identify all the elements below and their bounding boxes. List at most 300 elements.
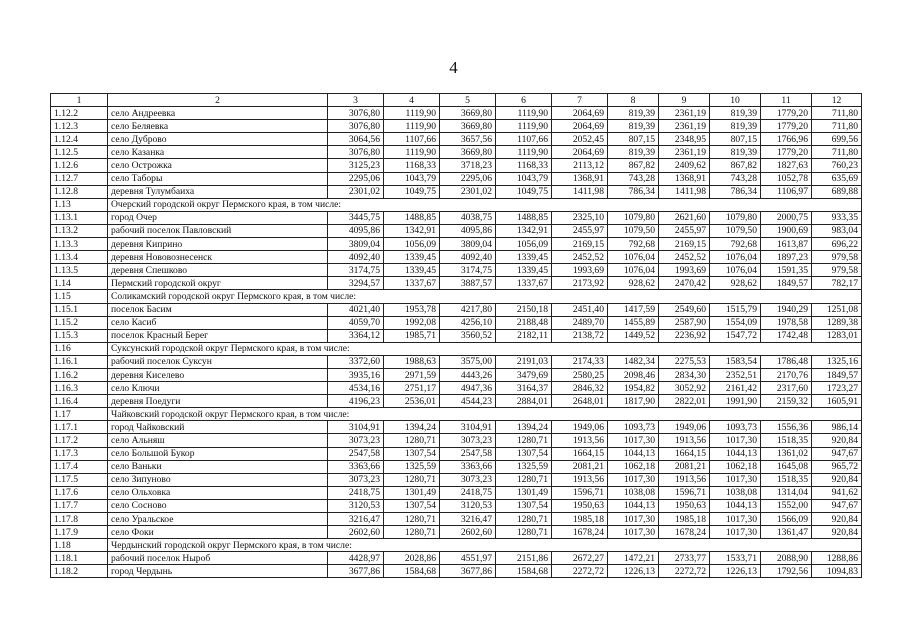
value-cell: 792,68 — [710, 238, 761, 251]
value-cell: 3575,00 — [440, 355, 496, 368]
value-cell: 1307,54 — [384, 447, 440, 460]
value-cell: 920,84 — [812, 526, 862, 539]
value-cell: 2088,90 — [761, 552, 812, 565]
value-cell: 2361,19 — [659, 107, 710, 120]
header-cell: 11 — [761, 94, 812, 107]
section-title: Чердынский городской округ Пермского края, в том числе: — [108, 539, 862, 552]
value-cell: 3718,23 — [440, 159, 496, 172]
value-cell: 2621,60 — [659, 211, 710, 224]
section-row — [51, 342, 862, 355]
value-cell: 782,17 — [812, 277, 862, 290]
value-cell: 947,67 — [812, 499, 862, 512]
row-code: 1.12.4 — [51, 133, 108, 146]
value-cell: 979,58 — [812, 264, 862, 277]
row-code: 1.17.3 — [51, 447, 108, 460]
settlement-name: село Большой Букор — [108, 447, 328, 460]
settlement-name: деревня Поедуги — [108, 395, 328, 408]
table-row — [51, 277, 862, 290]
value-cell: 1076,04 — [710, 251, 761, 264]
value-cell: 1076,04 — [710, 264, 761, 277]
table-row — [51, 368, 862, 381]
value-cell: 760,23 — [812, 159, 862, 172]
row-code: 1.17.9 — [51, 526, 108, 539]
settlement-name: деревня Спешково — [108, 264, 328, 277]
value-cell: 1678,24 — [552, 526, 608, 539]
value-cell: 1993,69 — [552, 264, 608, 277]
value-cell: 2361,19 — [659, 146, 710, 159]
value-cell: 1368,91 — [659, 172, 710, 185]
row-code: 1.18 — [51, 539, 108, 552]
value-cell: 1052,78 — [761, 172, 812, 185]
value-cell: 4059,70 — [328, 316, 384, 329]
value-cell: 1119,90 — [384, 107, 440, 120]
value-cell: 2098,46 — [608, 368, 659, 381]
value-cell: 699,56 — [812, 133, 862, 146]
row-code: 1.13.4 — [51, 251, 108, 264]
section-title: Соликамский городской округ Пермского края, в том числе: — [108, 290, 862, 303]
value-cell: 2648,01 — [552, 395, 608, 408]
value-cell: 2081,21 — [552, 460, 608, 473]
value-cell: 1044,13 — [710, 447, 761, 460]
value-cell: 1596,71 — [552, 486, 608, 499]
row-code: 1.17.4 — [51, 460, 108, 473]
value-cell: 819,39 — [608, 120, 659, 133]
value-cell: 1556,36 — [761, 421, 812, 434]
table-row — [51, 460, 862, 473]
value-cell: 3125,23 — [328, 159, 384, 172]
header-cell: 6 — [496, 94, 552, 107]
value-cell: 3120,53 — [440, 499, 496, 512]
row-code: 1.13 — [51, 198, 108, 211]
value-cell: 3104,91 — [328, 421, 384, 434]
value-cell: 1455,89 — [608, 316, 659, 329]
value-cell: 933,35 — [812, 211, 862, 224]
value-cell: 1301,49 — [384, 486, 440, 499]
value-cell: 3120,53 — [328, 499, 384, 512]
value-cell: 4095,86 — [440, 224, 496, 237]
value-cell: 1518,35 — [761, 473, 812, 486]
value-cell: 1168,33 — [384, 159, 440, 172]
header-cell: 3 — [328, 94, 384, 107]
table-row — [51, 526, 862, 539]
value-cell: 2418,75 — [328, 486, 384, 499]
table-row — [51, 224, 862, 237]
value-cell: 1017,30 — [608, 526, 659, 539]
value-cell: 3372,60 — [328, 355, 384, 368]
section-row — [51, 290, 862, 303]
value-cell: 1062,18 — [710, 460, 761, 473]
settlement-name: село Ольховка — [108, 486, 328, 499]
settlement-name: деревня Киселево — [108, 368, 328, 381]
value-cell: 1584,68 — [384, 565, 440, 578]
settlement-name: деревня Тулумбаиха — [108, 185, 328, 198]
row-code: 1.16 — [51, 342, 108, 355]
value-cell: 2547,58 — [328, 447, 384, 460]
value-cell: 1742,48 — [761, 329, 812, 342]
tariff-table — [50, 93, 862, 578]
value-cell: 1044,13 — [710, 499, 761, 512]
value-cell: 786,34 — [710, 185, 761, 198]
value-cell: 1552,00 — [761, 499, 812, 512]
header-cell: 5 — [440, 94, 496, 107]
row-code: 1.18.1 — [51, 552, 108, 565]
value-cell: 928,62 — [608, 277, 659, 290]
value-cell: 1342,91 — [384, 224, 440, 237]
value-cell: 2452,52 — [552, 251, 608, 264]
value-cell: 819,39 — [710, 146, 761, 159]
row-code: 1.18.2 — [51, 565, 108, 578]
row-code: 1.12.5 — [51, 146, 108, 159]
row-code: 1.15.2 — [51, 316, 108, 329]
value-cell: 1288,86 — [812, 552, 862, 565]
header-cell: 7 — [552, 94, 608, 107]
value-cell: 2138,72 — [552, 329, 608, 342]
value-cell: 2672,27 — [552, 552, 608, 565]
value-cell: 2272,72 — [552, 565, 608, 578]
value-cell: 1900,69 — [761, 224, 812, 237]
value-cell: 1664,15 — [552, 447, 608, 460]
table-row — [51, 395, 862, 408]
value-cell: 4534,16 — [328, 382, 384, 395]
table-row — [51, 264, 862, 277]
value-cell: 1779,20 — [761, 107, 812, 120]
table-row — [51, 303, 862, 316]
table-row — [51, 434, 862, 447]
value-cell: 3677,86 — [328, 565, 384, 578]
value-cell: 2455,97 — [659, 224, 710, 237]
value-cell: 2301,02 — [440, 185, 496, 198]
value-cell: 1017,30 — [608, 473, 659, 486]
value-cell: 3073,23 — [328, 434, 384, 447]
value-cell: 4092,40 — [440, 251, 496, 264]
value-cell: 2151,86 — [496, 552, 552, 565]
settlement-name: деревня Киприно — [108, 238, 328, 251]
settlement-name: село Сосново — [108, 499, 328, 512]
settlement-name: рабочий поселок Суксун — [108, 355, 328, 368]
table-row — [51, 133, 862, 146]
value-cell: 1342,91 — [496, 224, 552, 237]
settlement-name: село Уральское — [108, 513, 328, 526]
value-cell: 1337,67 — [496, 277, 552, 290]
value-cell: 1533,71 — [710, 552, 761, 565]
table-row — [51, 185, 862, 198]
value-cell: 1076,04 — [608, 251, 659, 264]
value-cell: 1547,72 — [710, 329, 761, 342]
value-cell: 635,69 — [812, 172, 862, 185]
value-cell: 2884,01 — [496, 395, 552, 408]
row-code: 1.16.3 — [51, 382, 108, 395]
table-row — [51, 159, 862, 172]
value-cell: 1897,23 — [761, 251, 812, 264]
value-cell: 1950,63 — [552, 499, 608, 512]
table-row — [51, 316, 862, 329]
section-title: Очерский городской округ Пермского края, в том числе: — [108, 198, 862, 211]
value-cell: 1251,08 — [812, 303, 862, 316]
value-cell: 1766,96 — [761, 133, 812, 146]
value-cell: 3669,80 — [440, 120, 496, 133]
value-cell: 3935,16 — [328, 368, 384, 381]
table-row — [51, 447, 862, 460]
table-row — [51, 382, 862, 395]
value-cell: 3364,12 — [328, 329, 384, 342]
value-cell: 711,80 — [812, 120, 862, 133]
table-row — [51, 146, 862, 159]
value-cell: 2182,11 — [496, 329, 552, 342]
value-cell: 819,39 — [608, 107, 659, 120]
value-cell: 1417,59 — [608, 303, 659, 316]
row-code: 1.13.3 — [51, 238, 108, 251]
table-row — [51, 499, 862, 512]
value-cell: 1991,90 — [710, 395, 761, 408]
table-row — [51, 211, 862, 224]
value-cell: 2348,95 — [659, 133, 710, 146]
row-code: 1.16.4 — [51, 395, 108, 408]
settlement-name: Пермский городской округ — [108, 277, 328, 290]
value-cell: 3164,37 — [496, 382, 552, 395]
value-cell: 1584,68 — [496, 565, 552, 578]
value-cell: 1280,71 — [384, 513, 440, 526]
header-cell: 4 — [384, 94, 440, 107]
value-cell: 1849,57 — [761, 277, 812, 290]
section-row — [51, 408, 862, 421]
value-cell: 1985,71 — [384, 329, 440, 342]
value-cell: 2325,10 — [552, 211, 608, 224]
row-code: 1.15 — [51, 290, 108, 303]
value-cell: 1337,67 — [384, 277, 440, 290]
value-cell: 1038,08 — [710, 486, 761, 499]
row-code: 1.17.2 — [51, 434, 108, 447]
value-cell: 4095,86 — [328, 224, 384, 237]
value-cell: 2352,51 — [710, 368, 761, 381]
value-cell: 1664,15 — [659, 447, 710, 460]
value-cell: 2170,76 — [761, 368, 812, 381]
value-cell: 2846,32 — [552, 382, 608, 395]
value-cell: 1119,90 — [496, 107, 552, 120]
table-row — [51, 251, 862, 264]
value-cell: 1280,71 — [496, 434, 552, 447]
value-cell: 2052,45 — [552, 133, 608, 146]
row-code: 1.17.6 — [51, 486, 108, 499]
value-cell: 807,15 — [710, 133, 761, 146]
value-cell: 1280,71 — [496, 526, 552, 539]
value-cell: 3445,75 — [328, 211, 384, 224]
value-cell: 4092,40 — [328, 251, 384, 264]
value-cell: 1953,78 — [384, 303, 440, 316]
value-cell: 1645,08 — [761, 460, 812, 473]
value-cell: 1515,79 — [710, 303, 761, 316]
value-cell: 1394,24 — [384, 421, 440, 434]
value-cell: 1076,04 — [608, 264, 659, 277]
table-row — [51, 552, 862, 565]
value-cell: 2317,60 — [761, 382, 812, 395]
table-row — [51, 172, 862, 185]
value-cell: 1954,82 — [608, 382, 659, 395]
value-cell: 3052,92 — [659, 382, 710, 395]
settlement-name: поселок Красный Берег — [108, 329, 328, 342]
value-cell: 2536,01 — [384, 395, 440, 408]
value-cell: 2452,52 — [659, 251, 710, 264]
value-cell: 1017,30 — [710, 526, 761, 539]
value-cell: 4256,10 — [440, 316, 496, 329]
value-cell: 1079,50 — [710, 224, 761, 237]
value-cell: 711,80 — [812, 107, 862, 120]
value-cell: 1049,75 — [384, 185, 440, 198]
value-cell: 1993,69 — [659, 264, 710, 277]
value-cell: 1056,09 — [384, 238, 440, 251]
value-cell: 2169,15 — [552, 238, 608, 251]
value-cell: 979,58 — [812, 251, 862, 264]
value-cell: 1280,71 — [496, 513, 552, 526]
section-title: Суксунский городской округ Пермского края, в том числе: — [108, 342, 862, 355]
value-cell: 3076,80 — [328, 107, 384, 120]
value-cell: 920,84 — [812, 473, 862, 486]
row-code: 1.15.1 — [51, 303, 108, 316]
value-cell: 1779,20 — [761, 146, 812, 159]
row-code: 1.13.1 — [51, 211, 108, 224]
value-cell: 920,84 — [812, 434, 862, 447]
value-cell: 1017,30 — [608, 513, 659, 526]
value-cell: 3479,69 — [496, 368, 552, 381]
value-cell: 2751,17 — [384, 382, 440, 395]
value-cell: 1394,24 — [496, 421, 552, 434]
table-row — [51, 120, 862, 133]
value-cell: 1043,79 — [384, 172, 440, 185]
value-cell: 2733,77 — [659, 552, 710, 565]
value-cell: 1307,54 — [496, 499, 552, 512]
table-row — [51, 565, 862, 578]
value-cell: 1596,71 — [659, 486, 710, 499]
value-cell: 3073,23 — [440, 473, 496, 486]
value-cell: 4038,75 — [440, 211, 496, 224]
settlement-name: село Таборы — [108, 172, 328, 185]
row-code: 1.12.3 — [51, 120, 108, 133]
header-cell: 9 — [659, 94, 710, 107]
row-code: 1.17.5 — [51, 473, 108, 486]
value-cell: 1339,45 — [384, 251, 440, 264]
value-cell: 2602,60 — [328, 526, 384, 539]
value-cell: 1079,80 — [710, 211, 761, 224]
settlement-name: деревня Нововознесенск — [108, 251, 328, 264]
header-cell: 10 — [710, 94, 761, 107]
settlement-name: село Дуброво — [108, 133, 328, 146]
settlement-name: село Казанка — [108, 146, 328, 159]
value-cell: 2000,75 — [761, 211, 812, 224]
value-cell: 3216,47 — [328, 513, 384, 526]
row-code: 1.17.1 — [51, 421, 108, 434]
row-code: 1.14 — [51, 277, 108, 290]
value-cell: 1949,06 — [659, 421, 710, 434]
value-cell: 1411,98 — [659, 185, 710, 198]
value-cell: 1913,56 — [659, 473, 710, 486]
value-cell: 3809,04 — [440, 238, 496, 251]
value-cell: 1280,71 — [384, 473, 440, 486]
value-cell: 1792,56 — [761, 565, 812, 578]
value-cell: 2971,59 — [384, 368, 440, 381]
value-cell: 2188,48 — [496, 316, 552, 329]
value-cell: 1017,30 — [710, 434, 761, 447]
section-row — [51, 539, 862, 552]
value-cell: 4217,80 — [440, 303, 496, 316]
value-cell: 1827,63 — [761, 159, 812, 172]
value-cell: 1779,20 — [761, 120, 812, 133]
value-cell: 3073,23 — [440, 434, 496, 447]
value-cell: 743,28 — [710, 172, 761, 185]
value-cell: 1554,09 — [710, 316, 761, 329]
value-cell: 1325,59 — [384, 460, 440, 473]
value-cell: 2451,40 — [552, 303, 608, 316]
value-cell: 1119,90 — [496, 146, 552, 159]
value-cell: 867,82 — [710, 159, 761, 172]
value-cell: 2159,32 — [761, 395, 812, 408]
value-cell: 1168,33 — [496, 159, 552, 172]
row-code: 1.15.3 — [51, 329, 108, 342]
value-cell: 2470,42 — [659, 277, 710, 290]
value-cell: 1339,45 — [384, 264, 440, 277]
value-cell: 1017,30 — [710, 473, 761, 486]
value-cell: 1940,29 — [761, 303, 812, 316]
settlement-name: город Чердынь — [108, 565, 328, 578]
value-cell: 1093,73 — [710, 421, 761, 434]
value-cell: 1056,09 — [496, 238, 552, 251]
settlement-name: село Зипуново — [108, 473, 328, 486]
value-cell: 1913,56 — [552, 434, 608, 447]
table-row — [51, 355, 862, 368]
value-cell: 3669,80 — [440, 107, 496, 120]
value-cell: 2272,72 — [659, 565, 710, 578]
settlement-name: село Ключи — [108, 382, 328, 395]
value-cell: 1307,54 — [496, 447, 552, 460]
value-cell: 2602,60 — [440, 526, 496, 539]
value-cell: 2489,70 — [552, 316, 608, 329]
value-cell: 1992,08 — [384, 316, 440, 329]
value-cell: 3669,80 — [440, 146, 496, 159]
value-cell: 1107,66 — [496, 133, 552, 146]
value-cell: 1849,57 — [812, 368, 862, 381]
value-cell: 1518,35 — [761, 434, 812, 447]
value-cell: 1488,85 — [384, 211, 440, 224]
value-cell: 1119,90 — [384, 146, 440, 159]
value-cell: 1280,71 — [384, 526, 440, 539]
value-cell: 1226,13 — [710, 565, 761, 578]
value-cell: 1094,83 — [812, 565, 862, 578]
value-cell: 2173,92 — [552, 277, 608, 290]
value-cell: 1786,48 — [761, 355, 812, 368]
value-cell: 1613,87 — [761, 238, 812, 251]
row-code: 1.12.6 — [51, 159, 108, 172]
value-cell: 1488,85 — [496, 211, 552, 224]
value-cell: 2113,12 — [552, 159, 608, 172]
settlement-name: село Беляевка — [108, 120, 328, 133]
value-cell: 696,22 — [812, 238, 862, 251]
header-cell: 2 — [108, 94, 328, 107]
value-cell: 1913,56 — [659, 434, 710, 447]
value-cell: 2191,03 — [496, 355, 552, 368]
value-cell: 2418,75 — [440, 486, 496, 499]
value-cell: 2150,18 — [496, 303, 552, 316]
value-cell: 2295,06 — [440, 172, 496, 185]
row-code: 1.16.2 — [51, 368, 108, 381]
value-cell: 1339,45 — [496, 264, 552, 277]
settlement-name: город Чайковский — [108, 421, 328, 434]
value-cell: 2455,97 — [552, 224, 608, 237]
value-cell: 1817,90 — [608, 395, 659, 408]
settlement-name: село Андреевка — [108, 107, 328, 120]
value-cell: 4443,26 — [440, 368, 496, 381]
row-code: 1.12.2 — [51, 107, 108, 120]
settlement-name: село Фоки — [108, 526, 328, 539]
value-cell: 1949,06 — [552, 421, 608, 434]
table-row — [51, 473, 862, 486]
